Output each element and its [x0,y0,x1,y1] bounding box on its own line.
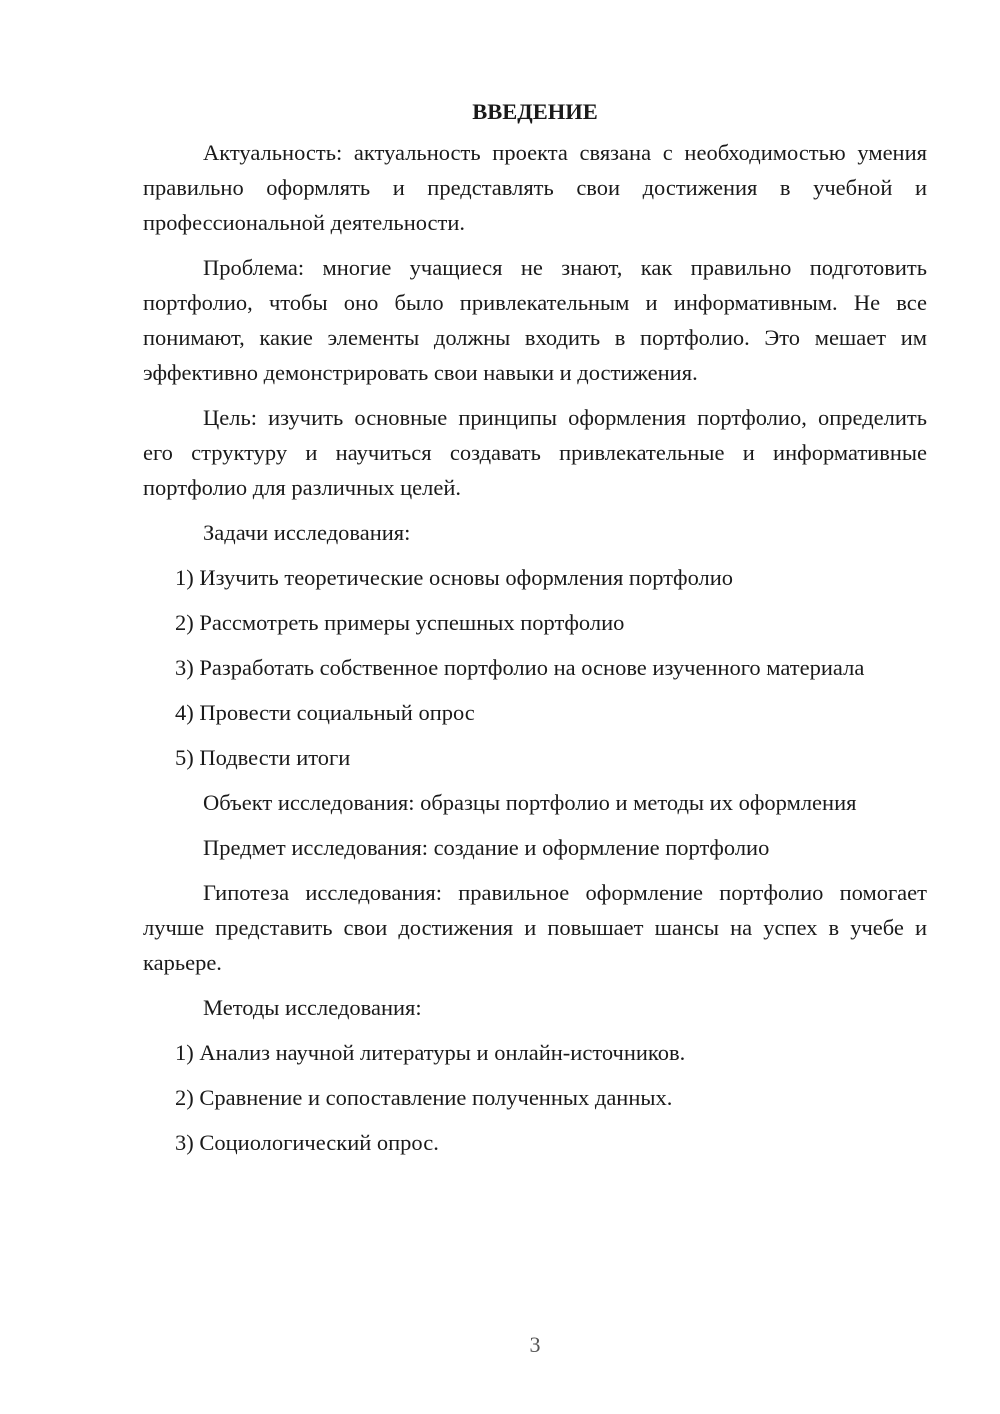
subject-paragraph: Предмет исследования: создание и оформление портфолио [203,835,770,860]
section-title: ВВЕДЕНИЕ [472,99,598,124]
object-paragraph: Объект исследования: образцы портфолио и методы их оформления [203,790,857,815]
document-body [143,94,927,1170]
task-item-4: 4) Провести социальный опрос [175,700,475,725]
goal-paragraph: Цель: изучить основные принципы оформления портфолио, определить его структуру и научиться создавать привлекательные и информативные портфолио для различных целей. [143,405,927,500]
task-item-2: 2) Рассмотреть примеры успешных портфолио [175,610,625,635]
method-item-1: 1) Анализ научной литературы и онлайн-источников. [175,1040,686,1065]
task-item-1: 1) Изучить теоретические основы оформления портфолио [175,565,734,590]
methods-heading: Методы исследования: [203,995,422,1020]
problem-paragraph: Проблема: многие учащиеся не знают, как правильно подготовить портфолио, чтобы оно было привлекательным и информативным. Не все понимают, какие элементы должны входить в портфолио. Это мешает им эффективно демонстрировать свои навыки и достижения. [143,255,927,385]
relevance-paragraph: Актуальность: актуальность проекта связана с необходимостью умения правильно оформлять и представлять свои достижения в учебной и профессиональной деятельности. [143,140,927,235]
page-number: 3 [529,1332,541,1357]
hypothesis-paragraph: Гипотеза исследования: правильное оформление портфолио помогает лучше представить свои достижения и повышает шансы на успех в учебе и карьере. [143,880,927,975]
tasks-heading: Задачи исследования: [203,520,411,545]
task-item-5: 5) Подвести итоги [175,745,351,770]
method-item-2: 2) Сравнение и сопоставление полученных данных. [175,1085,673,1110]
method-item-3: 3) Социологический опрос. [175,1130,439,1155]
task-item-3: 3) Разработать собственное портфолио на основе изученного материала [175,655,865,680]
